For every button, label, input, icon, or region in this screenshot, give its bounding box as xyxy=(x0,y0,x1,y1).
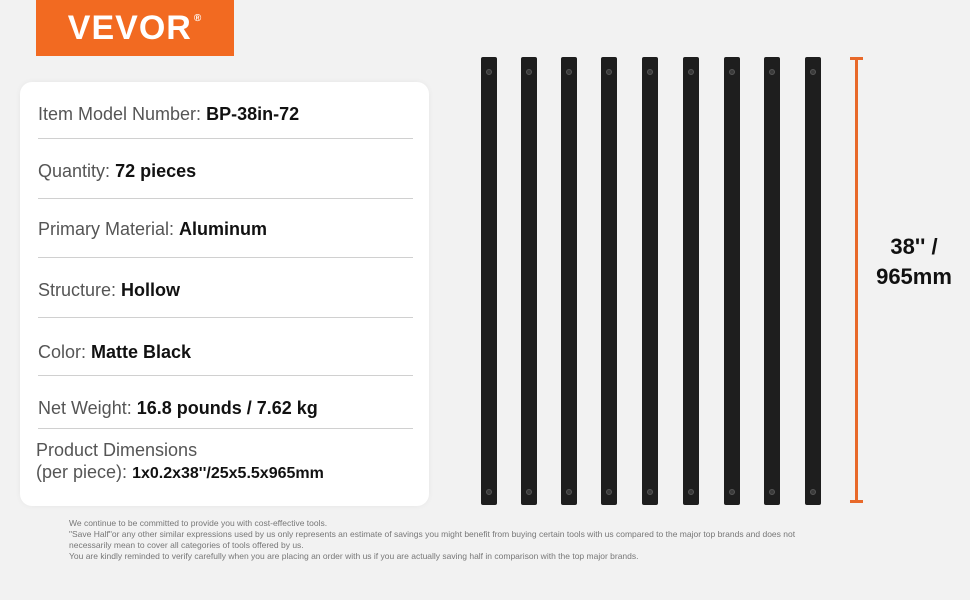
divider xyxy=(38,375,413,376)
baluster-bar xyxy=(601,57,617,505)
screw-hole xyxy=(606,69,612,75)
baluster-bar xyxy=(561,57,577,505)
dimensions-value: 1x0.2x38''/25x5.5x965mm xyxy=(132,465,324,482)
spec-model xyxy=(38,104,413,125)
measure-cap-bottom xyxy=(850,500,863,503)
spec-value: Hollow xyxy=(121,280,181,300)
spec-label: Structure: xyxy=(38,280,117,300)
screw-hole xyxy=(526,69,532,75)
spec-weight xyxy=(38,398,413,419)
screw-hole xyxy=(729,489,735,495)
screw-hole xyxy=(606,489,612,495)
dimensions-row xyxy=(36,462,324,483)
screw-hole xyxy=(688,489,694,495)
baluster-bar xyxy=(481,57,497,505)
baluster-bar xyxy=(521,57,537,505)
baluster-bar xyxy=(642,57,658,505)
disclaimer xyxy=(69,518,869,562)
screw-hole xyxy=(688,69,694,75)
spec-label: Primary Material: xyxy=(38,219,175,239)
vevor-logo xyxy=(36,0,234,56)
divider xyxy=(38,198,413,199)
divider xyxy=(38,257,413,258)
screw-hole xyxy=(647,489,653,495)
spec-value: BP-38in-72 xyxy=(206,104,300,124)
measure-line1: 38'' / xyxy=(890,234,938,259)
screw-hole xyxy=(769,489,775,495)
baluster-bar xyxy=(764,57,780,505)
dimensions-label-line1: Product Dimensions xyxy=(36,440,198,460)
divider xyxy=(38,428,413,429)
divider xyxy=(38,317,413,318)
screw-hole xyxy=(647,69,653,75)
spec-quantity xyxy=(38,161,413,182)
disclaimer-line: necessarily mean to cover all categories of tools offered by us. xyxy=(69,540,304,550)
screw-hole xyxy=(526,489,532,495)
height-measure-line xyxy=(855,57,858,503)
spec-value: Aluminum xyxy=(179,219,268,239)
spec-label: Net Weight: xyxy=(38,398,132,418)
screw-hole xyxy=(486,489,492,495)
spec-label: Quantity: xyxy=(38,161,111,181)
screw-hole xyxy=(486,69,492,75)
baluster-bar xyxy=(805,57,821,505)
height-measure-label xyxy=(862,232,966,292)
baluster-bar xyxy=(683,57,699,505)
screw-hole xyxy=(810,489,816,495)
spec-value: 16.8 pounds / 7.62 kg xyxy=(136,398,318,418)
spec-value: Matte Black xyxy=(91,342,192,362)
divider xyxy=(38,138,413,139)
disclaimer-line: "Save Half"or any other similar expressions used by us only represents an estimate of savings you might benefit from buying certain tools with us compared to the major top brands and does not xyxy=(69,529,796,539)
spec-card xyxy=(20,82,429,506)
screw-hole xyxy=(769,69,775,75)
screw-hole xyxy=(566,69,572,75)
screw-hole xyxy=(810,69,816,75)
measure-line2: 965mm xyxy=(876,264,952,289)
spec-label: Item Model Number: xyxy=(38,104,202,124)
spec-material xyxy=(38,219,413,240)
registered-mark: ® xyxy=(193,12,203,24)
screw-hole xyxy=(566,489,572,495)
baluster-bar xyxy=(724,57,740,505)
disclaimer-line: We continue to be committed to provide you with cost-effective tools. xyxy=(69,518,328,528)
brand-name: VEVOR xyxy=(67,8,192,47)
spec-label: Color: xyxy=(38,342,87,362)
spec-value: 72 pieces xyxy=(115,161,197,181)
disclaimer-line: You are kindly reminded to verify carefully when you are placing an order with us if you are actually saving half in comparison with the top major brands. xyxy=(69,551,639,561)
spec-structure xyxy=(38,280,413,301)
dimensions-label-line2: (per piece): xyxy=(36,462,128,482)
spec-color xyxy=(38,342,413,363)
screw-hole xyxy=(729,69,735,75)
